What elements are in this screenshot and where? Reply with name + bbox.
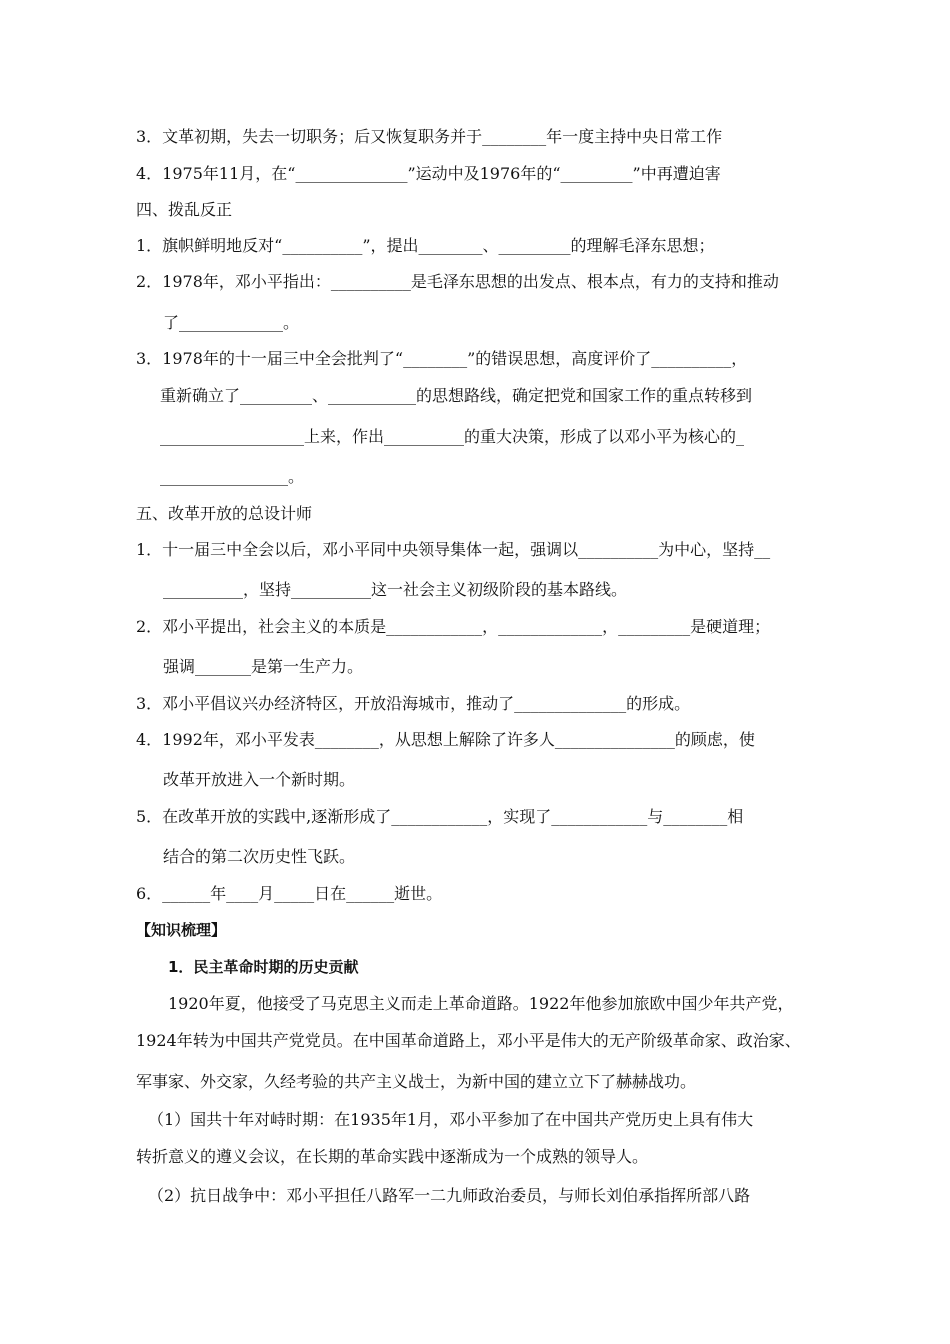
text-line-18: 改革开放进入一个新时期。: [163, 770, 356, 789]
text-line-19: 5．在改革开放的实践中,逐渐形成了____________，实现了____________与________相: [136, 807, 744, 826]
section-heading-5: 五、改革开放的总设计师: [136, 504, 313, 523]
text-line-13: __________，坚持__________这一社会主义初级阶段的基本路线。: [163, 580, 628, 599]
text-line-9: __________________上来，作出__________的重大决策，形成了以邓小平为核心的_: [160, 427, 745, 446]
text-line-20: 结合的第二次历史性飞跃。: [163, 847, 356, 866]
text-line-10: ________________。: [160, 467, 305, 486]
text-line-7: 3．1978年的十一届三中全会批判了“________”的错误思想，高度评价了__________，: [136, 349, 748, 368]
text-line-6: 了_____________。: [163, 313, 300, 332]
text-line-8: 重新确立了_________、___________的思想路线，确定把党和国家工作的重点转移到: [160, 386, 753, 405]
paragraph-line-3: 军事家、外交家，久经考验的共产主义战士，为新中国的建立立下了赫赫战功。: [136, 1072, 697, 1091]
knowledge-heading: 【知识梳理】: [136, 921, 227, 939]
paragraph-line-5: 转折意义的遵义会议，在长期的革命实践中逐渐成为一个成熟的领导人。: [136, 1147, 649, 1166]
text-line-5: 2．1978年，邓小平指出：__________是毛泽东思想的出发点、根本点，有力的支持和推动: [136, 272, 779, 291]
paragraph-line-1: 1920年夏，他接受了马克思主义而走上革命道路。1922年他参加旅欧中国少年共产党，: [168, 994, 794, 1013]
text-line-2: 4．1975年11月，在“______________”运动中及1976年的“_________”中再遭迫害: [136, 164, 721, 183]
text-line-12: 1．十一届三中全会以后，邓小平同中央领导集体一起，强调以__________为中心，坚持__: [136, 540, 771, 559]
paragraph-line-2: 1924年转为中国共产党党员。在中国革命道路上，邓小平是伟大的无产阶级革命家、政治家、: [136, 1031, 801, 1050]
paragraph-line-4: （1）国共十年对峙时期：在1935年1月，邓小平参加了在中国共产党历史上具有伟大: [148, 1110, 754, 1129]
text-line-17: 4．1992年，邓小平发表________，从思想上解除了许多人_______________的顾虑，使: [136, 730, 755, 749]
text-line-4: 1．旗帜鲜明地反对“__________”，提出________、_________的理解毛泽东思想；: [136, 236, 715, 255]
subsection-heading: 1．民主革命时期的历史贡献: [168, 958, 359, 976]
section-heading-4: 四、拨乱反正: [136, 200, 233, 219]
text-line-14: 2．邓小平提出，社会主义的本质是____________，_____________，_________是硬道理；: [136, 617, 771, 636]
text-line-16: 3．邓小平倡议兴办经济特区，开放沿海城市，推动了______________的形成。: [136, 694, 691, 713]
text-line-21: 6．______年____月_____日在______逝世。: [136, 884, 443, 903]
text-line-1: 3．文革初期，失去一切职务；后又恢复职务并于________年一度主持中央日常工作: [136, 127, 723, 146]
text-line-15: 强调_______是第一生产力。: [163, 657, 364, 676]
paragraph-line-6: （2）抗日战争中：邓小平担任八路军一二九师政治委员，与师长刘伯承指挥所部八路: [148, 1186, 751, 1205]
